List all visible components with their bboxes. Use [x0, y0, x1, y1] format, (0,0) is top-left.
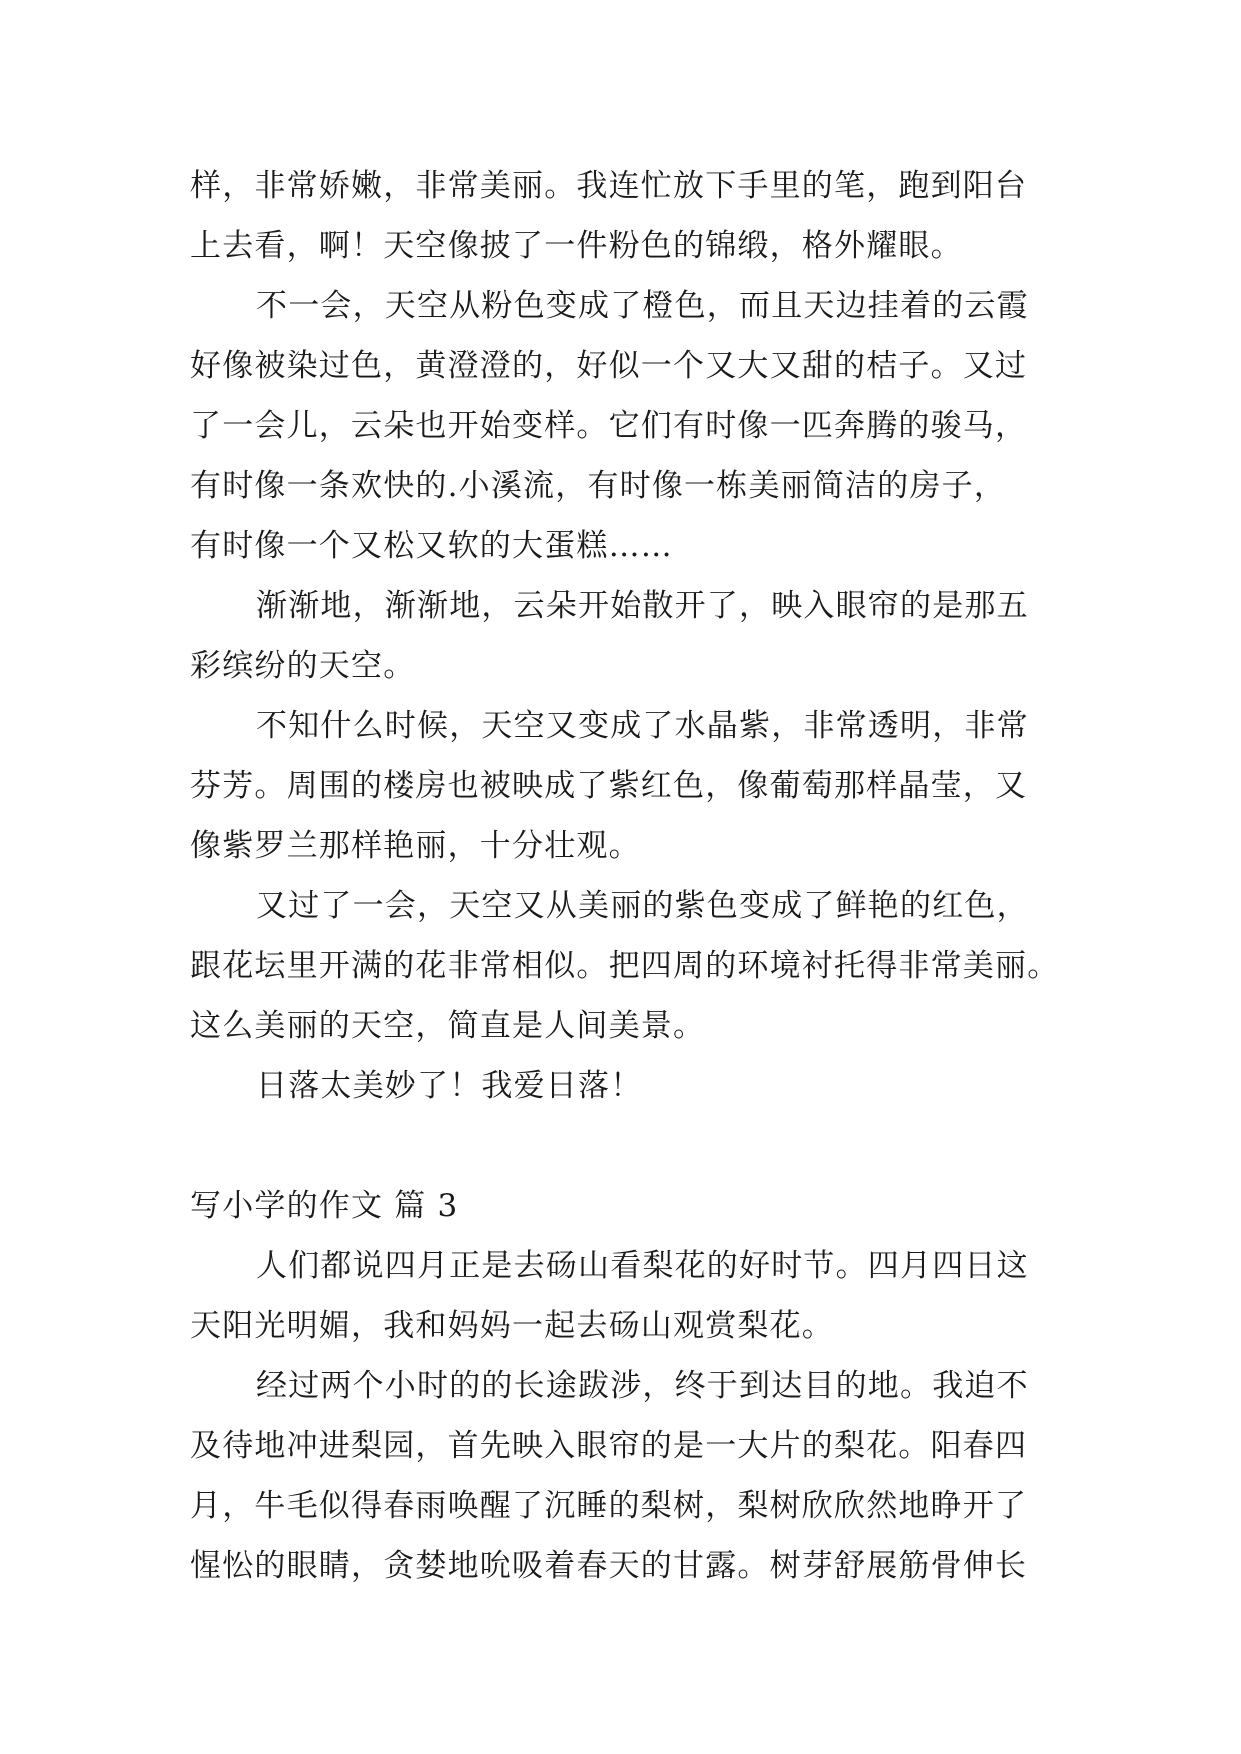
text-line: 好像被染过色，黄澄澄的，好似一个又大又甜的桔子。又过	[190, 348, 1028, 384]
paragraph-first-line: 不一会，天空从粉色变成了橙色，而且天边挂着的云霞	[256, 288, 1029, 324]
text-line: 样，非常娇嫩，非常美丽。我连忙放下手里的笔，跑到阳台	[190, 168, 1028, 204]
paragraph-first-line: 又过了一会，天空又从美丽的紫色变成了鲜艳的红色，	[256, 888, 1029, 924]
text-line: 跟花坛里开满的花非常相似。把四周的环境衬托得非常美丽。	[190, 948, 1060, 984]
text-line: 了一会儿，云朵也开始变样。它们有时像一匹奔腾的骏马，	[190, 408, 1028, 444]
text-line: 及待地冲进梨园，首先映入眼帘的是一大片的梨花。阳春四	[190, 1428, 1028, 1464]
paragraph-first-line: 渐渐地，渐渐地，云朵开始散开了，映入眼帘的是那五	[256, 588, 1029, 624]
paragraph-first-line: 日落太美妙了！我爱日落！	[256, 1068, 643, 1104]
text-line: 上去看，啊！天空像披了一件粉色的锦缎，格外耀眼。	[190, 228, 963, 264]
text-line: 彩缤纷的天空。	[190, 648, 416, 684]
paragraph-first-line: 经过两个小时的的长途跋涉，终于到达目的地。我迫不	[256, 1368, 1029, 1404]
text-line: 芬芳。周围的楼房也被映成了紫红色，像葡萄那样晶莹，又	[190, 768, 1028, 804]
paragraph-first-line: 人们都说四月正是去砀山看梨花的好时节。四月四日这	[256, 1248, 1029, 1284]
text-line: 像紫罗兰那样艳丽，十分壮观。	[190, 828, 641, 864]
text-line: 天阳光明媚，我和妈妈一起去砀山观赏梨花。	[190, 1308, 834, 1344]
text-line: 有时像一条欢快的.小溪流，有时像一栋美丽简洁的房子，	[190, 468, 1007, 504]
paragraph-first-line: 不知什么时候，天空又变成了水晶紫，非常透明，非常	[256, 708, 1029, 744]
text-line: 月，牛毛似得春雨唤醒了沉睡的梨树，梨树欣欣然地睁开了	[190, 1488, 1028, 1524]
text-line: 这么美丽的天空，简直是人间美景。	[190, 1008, 706, 1044]
section-heading: 写小学的作文 篇 3	[190, 1188, 459, 1224]
text-line: 有时像一个又松又软的大蛋糕……	[190, 528, 673, 564]
text-line: 惺忪的眼睛，贪婪地吮吸着春天的甘露。树芽舒展筋骨伸长	[190, 1548, 1028, 1584]
